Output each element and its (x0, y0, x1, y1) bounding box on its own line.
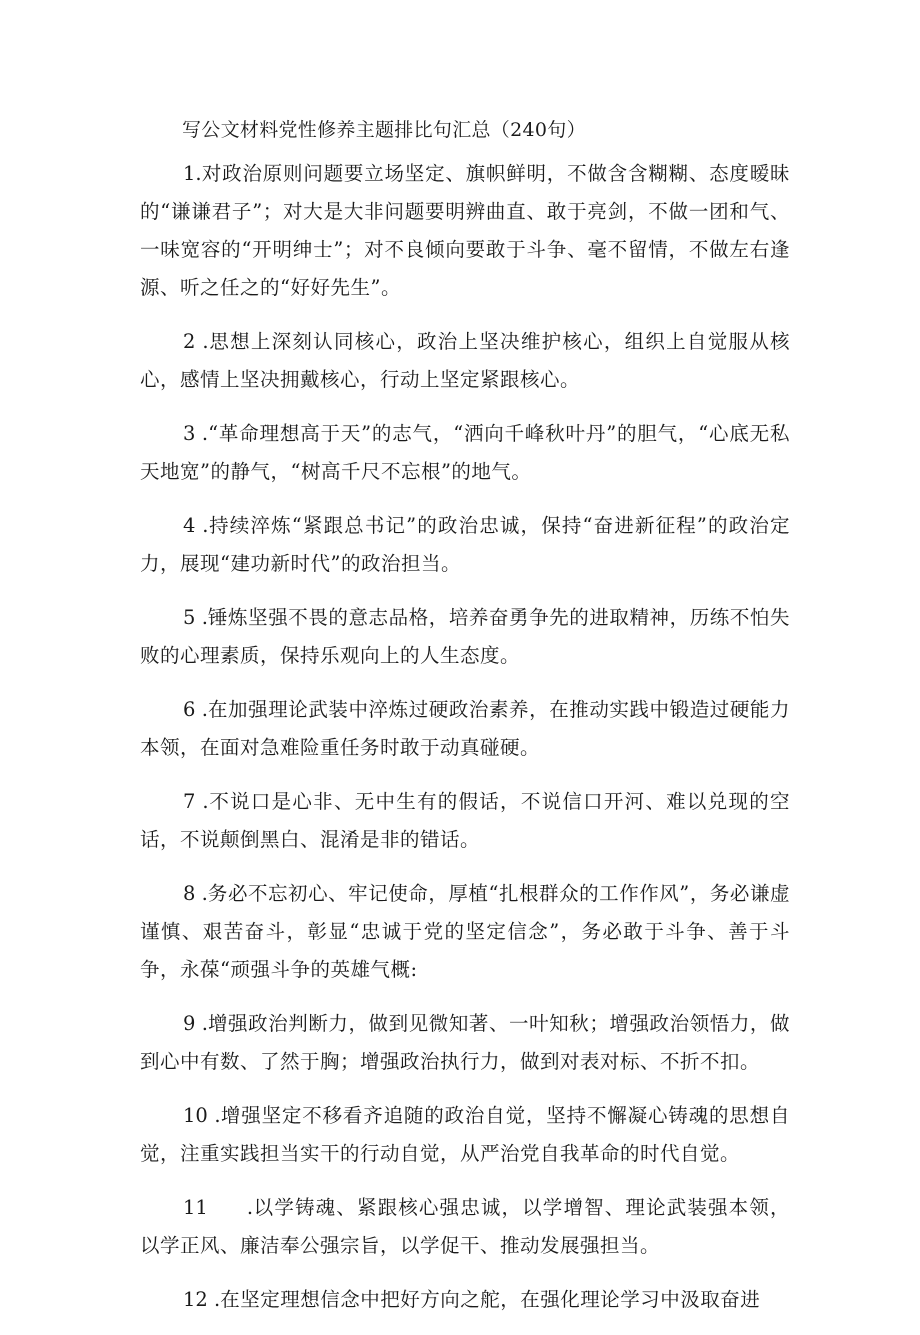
item-number: 12 (183, 1288, 208, 1311)
item-number-separator: . (195, 514, 209, 537)
item-text: 务必不忘初心、牢记使命，厚植“扎根群众的工作作风”，务必谦虚谨慎、艰苦奋斗，彰显“忠诚于党的坚定信念”，务必敢于斗争、善于斗争，永葆“顽强斗争的英雄气概: (140, 882, 790, 981)
item-number-separator: . (195, 606, 208, 629)
list-item (140, 875, 790, 989)
item-text: “革命理想高于天”的志气，“洒向千峰秋叶丹”的胆气，“心底无私天地宽”的静气，“树高千尺不忘根”的地气。 (140, 422, 790, 483)
item-text: 增强政治判断力，做到见微知著、一叶知秋；增强政治领悟力，做到心中有数、了然于胸；增强政治执行力，做到对表对标、不折不扣。 (140, 1012, 790, 1073)
list-item (140, 1281, 790, 1319)
item-number-separator: . (195, 330, 209, 353)
item-number: 6 (183, 698, 196, 721)
item-number: 1. (183, 162, 202, 185)
item-number: 5 (183, 606, 196, 629)
item-number: 9 (183, 1012, 196, 1035)
item-number: 11 (183, 1196, 208, 1219)
list-item (140, 599, 790, 675)
item-number-separator: . (207, 1196, 254, 1219)
item-number-separator: . (207, 1288, 221, 1311)
item-number-separator: . (195, 882, 208, 905)
list-item (140, 783, 790, 859)
item-number: 10 (183, 1104, 208, 1127)
list-item (140, 1189, 790, 1265)
item-text: 持续淬炼“紧跟总书记”的政治忠诚，保持“奋进新征程”的政治定力，展现“建功新时代”的政治担当。 (140, 514, 790, 575)
item-number-separator: . (195, 698, 208, 721)
item-number: 4 (183, 514, 196, 537)
item-number-separator: . (195, 1012, 208, 1035)
item-text: 增强坚定不移看齐追随的政治自觉，坚持不懈凝心铸魂的思想自觉，注重实践担当实干的行动自觉，从严治党自我革命的时代自觉。 (140, 1104, 790, 1165)
item-text: 在坚定理想信念中把好方向之舵，在强化理论学习中汲取奋进 (220, 1288, 761, 1311)
item-number-separator: . (195, 790, 209, 813)
list-item (140, 1097, 790, 1173)
item-text: 以学铸魂、紧跟核心强忠诚，以学增智、理论武装强本领，以学正风、廉洁奉公强宗旨，以学促干、推动发展强担当。 (140, 1196, 790, 1257)
document-title: 写公文材料党性修养主题排比句汇总（240句） (182, 119, 586, 141)
list-item (140, 1005, 790, 1081)
list-item (140, 323, 790, 399)
list-item (140, 691, 790, 767)
item-number: 2 (183, 330, 196, 353)
item-text: 思想上深刻认同核心，政治上坚决维护核心，组织上自觉服从核心，感情上坚决拥戴核心，行动上坚定紧跟核心。 (140, 330, 790, 391)
item-number: 8 (183, 882, 196, 905)
item-number: 3 (183, 422, 196, 445)
item-text: 锤炼坚强不畏的意志品格，培养奋勇争先的进取精神，历练不怕失败的心理素质，保持乐观向上的人生态度。 (140, 606, 790, 667)
item-text: 不说口是心非、无中生有的假话，不说信口开河、难以兑现的空话，不说颠倒黑白、混淆是非的错话。 (140, 790, 790, 851)
item-list (140, 155, 790, 1335)
item-number-separator: . (207, 1104, 221, 1127)
item-number-separator: . (195, 422, 209, 445)
item-text: 在加强理论武装中淬炼过硬政治素养，在推动实践中锻造过硬能力本领，在面对急难险重任务时敢于动真碰硬。 (140, 698, 790, 759)
list-item (140, 415, 790, 491)
list-item (140, 507, 790, 583)
item-number: 7 (183, 790, 196, 813)
list-item (140, 155, 790, 307)
item-text: 对政治原则问题要立场坚定、旗帜鲜明，不做含含糊糊、态度暧昧的“谦谦君子”；对大是大非问题要明辨曲直、敢于亮剑，不做一团和气、一味宽容的“开明绅士”；对不良倾向要敢于斗争、毫不留情，不做左右逢源、听之任之的“好好先生”。 (140, 162, 790, 299)
